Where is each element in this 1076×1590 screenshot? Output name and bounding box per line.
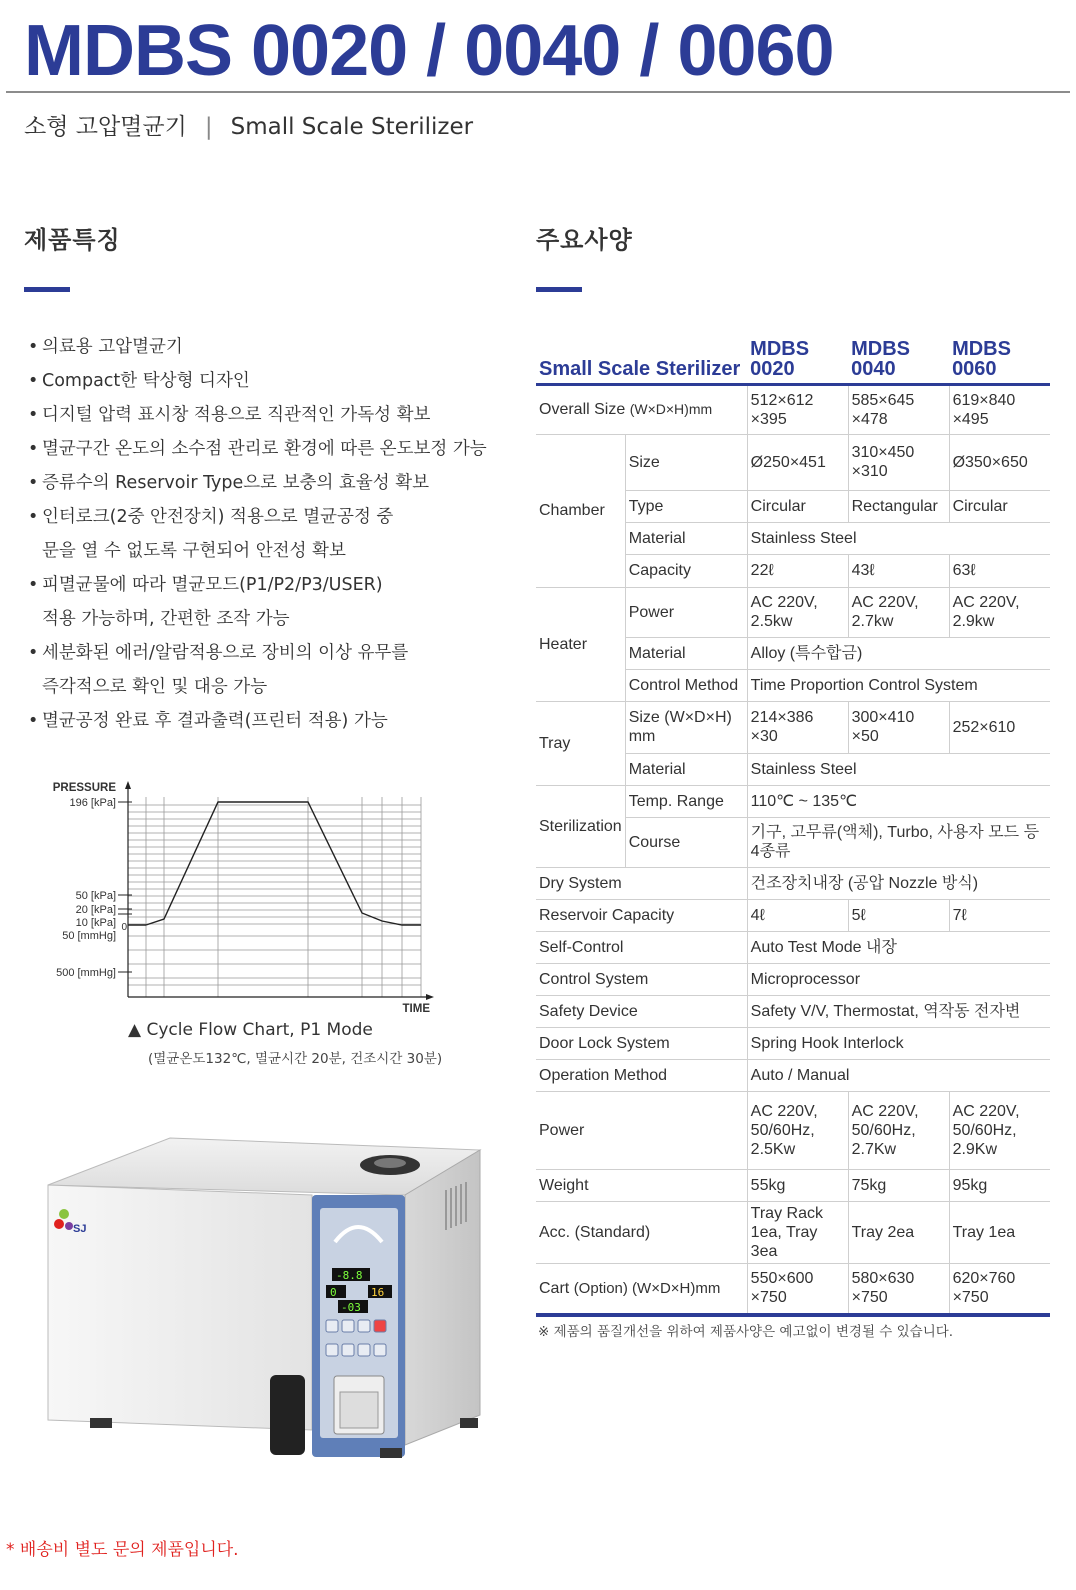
brand-logo: SJ [73, 1223, 87, 1235]
row-label: Dry System [536, 867, 747, 899]
table-row [536, 867, 1050, 899]
row-label: Material [625, 753, 747, 785]
spec-note: ※ 제품의 품질개선을 위하여 제품사양은 예고없이 변경될 수 있습니다. [538, 1324, 954, 1340]
cell: AC 220V, 2.5kw [747, 587, 848, 637]
table-row [536, 963, 1050, 995]
title-divider [6, 91, 1070, 93]
header-cell: MDBS 0040 [848, 330, 949, 384]
chart-sub-caption: (멸균온도132℃, 멸균시간 20분, 건조시간 30분) [148, 1051, 443, 1067]
cell: 580×630 ×750 [848, 1263, 949, 1315]
page-title: MDBS 0020 / 0040 / 0060 [24, 11, 834, 91]
cell: 4ℓ [747, 899, 848, 931]
tick-label: 196 [kPa] [69, 797, 116, 809]
cell: 75kg [848, 1169, 949, 1201]
row-label: Door Lock System [536, 1027, 747, 1059]
spec-table-wrapper [536, 330, 1050, 1317]
subtitle-separator: | [204, 114, 213, 140]
table-row [536, 931, 1050, 963]
table-row [536, 1263, 1050, 1315]
product-photo [40, 1130, 490, 1470]
row-label: Material [625, 522, 747, 554]
cell: Safety V/V, Thermostat, 역작동 전자변 [747, 995, 1050, 1027]
cell: 95kg [949, 1169, 1050, 1201]
table-row [536, 1027, 1050, 1059]
cell: 214×386 ×30 [747, 701, 848, 753]
feature-item: • 디지털 압력 표시창 적용으로 직관적인 가독성 확보 [28, 398, 498, 432]
row-label: Material [625, 637, 747, 669]
cycle-flow-chart [36, 775, 456, 1025]
row-label: Capacity [625, 554, 747, 587]
printer-door [340, 1392, 378, 1428]
cell: Alloy (특수합금) [747, 637, 1050, 669]
cell: 건조장치내장 (공압 Nozzle 방식) [747, 867, 1050, 899]
row-label: Control Method [625, 669, 747, 701]
cell: AC 220V, 2.7kw [848, 587, 949, 637]
tick-label: 50 [mmHg] [62, 930, 116, 942]
row-label: Temp. Range [625, 785, 747, 817]
row-label: Reservoir Capacity [536, 899, 747, 931]
feature-item: • 인터로크(2중 안전장치) 적용으로 멸균공정 중 문을 열 수 없도록 구현되어 안전성 확보 [28, 500, 408, 568]
cell: Auto Test Mode 내장 [747, 931, 1050, 963]
cell: 512×612 ×395 [747, 384, 848, 434]
unit-foot [90, 1418, 112, 1428]
cell: 기구, 고무류(액체), Turbo, 사용자 모드 등 4종류 [747, 817, 1050, 867]
door-handle [270, 1375, 305, 1455]
cell: 300×410 ×50 [848, 701, 949, 753]
row-label: Size [625, 434, 747, 490]
header-cell: MDBS 0020 [747, 330, 848, 384]
table-row [536, 701, 1050, 753]
table-row [536, 384, 1050, 434]
tick-marks [118, 802, 132, 972]
table-row [536, 587, 1050, 637]
top-port-inner [374, 1158, 406, 1168]
display-readout: 16 [371, 1286, 385, 1299]
group-label: Chamber [536, 434, 625, 587]
cell: Tray 1ea [949, 1201, 1050, 1263]
cell: 619×840 ×495 [949, 384, 1050, 434]
feature-item: • 증류수의 Reservoir Type으로 보충의 효율성 확보 [28, 466, 498, 500]
cell: 550×600 ×750 [747, 1263, 848, 1315]
header-cell: MDBS 0060 [949, 330, 1050, 384]
tick-label: 10 [kPa] [75, 917, 116, 929]
display-readout: 0 [330, 1286, 337, 1299]
row-label: Safety Device [536, 995, 747, 1027]
cell: Microprocessor [747, 963, 1050, 995]
row-label: Acc. (Standard) [536, 1201, 747, 1263]
cell: Spring Hook Interlock [747, 1027, 1050, 1059]
feature-item: • 멸균구간 온도의 소수점 관리로 환경에 따른 온도보정 가능 [28, 432, 498, 466]
features-heading-bar [24, 287, 70, 292]
cell: Circular [747, 490, 848, 522]
pressure-curve [146, 802, 421, 925]
pressure-label: PRESSURE [52, 782, 116, 794]
cell: 620×760 ×750 [949, 1263, 1050, 1315]
cell: Stainless Steel [747, 753, 1050, 785]
spec-table [536, 330, 1050, 1317]
x-axis-arrow [426, 994, 434, 1000]
table-row [536, 785, 1050, 817]
shipping-notice: * 배송비 별도 문의 제품입니다. [6, 1540, 239, 1560]
feature-item: • 피멸균물에 따라 멸균모드(P1/P2/P3/USER) 적용 가능하며, 간편한 조작 가능 [28, 568, 398, 636]
chart-grid [128, 797, 421, 997]
specs-heading: 주요사양 [536, 226, 633, 254]
cell: Rectangular [848, 490, 949, 522]
cell: 55kg [747, 1169, 848, 1201]
subtitle-en: Small Scale Sterilizer [230, 114, 474, 140]
cell: 252×610 [949, 701, 1050, 753]
cell: Tray 2ea [848, 1201, 949, 1263]
row-label: Course [625, 817, 747, 867]
chart-caption: ▲ Cycle Flow Chart, P1 Mode [128, 1020, 373, 1040]
cell: 310×450 ×310 [848, 434, 949, 490]
row-label: Weight [536, 1169, 747, 1201]
cell: AC 220V, 50/60Hz, 2.7Kw [848, 1091, 949, 1169]
cell: Time Proportion Control System [747, 669, 1050, 701]
cell: AC 220V, 50/60Hz, 2.5Kw [747, 1091, 848, 1169]
row-label: Power [536, 1091, 747, 1169]
table-row [536, 899, 1050, 931]
feature-list [28, 330, 498, 738]
cell: Tray Rack 1ea, Tray 3ea [747, 1201, 848, 1263]
cell: AC 220V, 2.9kw [949, 587, 1050, 637]
table-row [536, 1091, 1050, 1169]
y-axis-arrow [125, 781, 131, 789]
cell: 5ℓ [848, 899, 949, 931]
group-label: Sterilization [536, 785, 625, 867]
row-label: Operation Method [536, 1059, 747, 1091]
header-cell: Small Scale Sterilizer [536, 330, 747, 384]
feature-item: • 멸균공정 완료 후 결과출력(프린터 적용) 가능 [28, 704, 498, 738]
specs-heading-bar [536, 287, 582, 292]
logo-dot-red [54, 1219, 64, 1229]
row-label: Overall Size (W×D×H)mm [536, 384, 747, 434]
logo-dot-purple [65, 1222, 73, 1230]
subtitle-ko: 소형 고압멸균기 [24, 114, 187, 140]
features-heading: 제품특징 [24, 226, 121, 254]
tick-label: 0 [121, 922, 127, 933]
logo-dot-green [59, 1209, 69, 1219]
row-label: Size (W×D×H) mm [625, 701, 747, 753]
tick-label: 500 [mmHg] [56, 967, 116, 979]
display-readout: -8.8 [336, 1269, 363, 1282]
time-label: TIME [402, 1003, 430, 1015]
row-label: Self-Control [536, 931, 747, 963]
feature-item: • 의료용 고압멸균기 [28, 330, 498, 364]
row-label: Power [625, 587, 747, 637]
group-label: Heater [536, 587, 625, 701]
row-label: Type [625, 490, 747, 522]
cell: 585×645 ×478 [848, 384, 949, 434]
feature-item: • 세분화된 에러/알람적용으로 장비의 이상 유무를 즉각적으로 확인 및 대응 가능 [28, 636, 418, 704]
row-label: Cart (Option) (W×D×H)mm [536, 1263, 747, 1315]
cell: Stainless Steel [747, 522, 1050, 554]
cell: 22ℓ [747, 554, 848, 587]
cell: AC 220V, 50/60Hz, 2.9Kw [949, 1091, 1050, 1169]
table-row [536, 1169, 1050, 1201]
subtitle [24, 108, 473, 141]
table-header-row [536, 330, 1050, 384]
cell: 63ℓ [949, 554, 1050, 587]
cell: Ø350×650 [949, 434, 1050, 490]
table-row [536, 1059, 1050, 1091]
cell: 43ℓ [848, 554, 949, 587]
cell: Ø250×451 [747, 434, 848, 490]
cell: Auto / Manual [747, 1059, 1050, 1091]
row-label: Control System [536, 963, 747, 995]
table-row [536, 1201, 1050, 1263]
cell: 110℃ ~ 135℃ [747, 785, 1050, 817]
unit-side [405, 1150, 480, 1445]
tick-label: 50 [kPa] [75, 890, 116, 902]
unit-foot [460, 1418, 478, 1428]
table-row [536, 995, 1050, 1027]
tick-label: 20 [kPa] [75, 904, 116, 916]
table-row [536, 434, 1050, 490]
unit-foot [380, 1448, 402, 1458]
cell: Circular [949, 490, 1050, 522]
cell: 7ℓ [949, 899, 1050, 931]
display-readout: -03 [341, 1301, 361, 1314]
group-label: Tray [536, 701, 625, 785]
feature-item: • Compact한 탁상형 디자인 [28, 364, 498, 398]
